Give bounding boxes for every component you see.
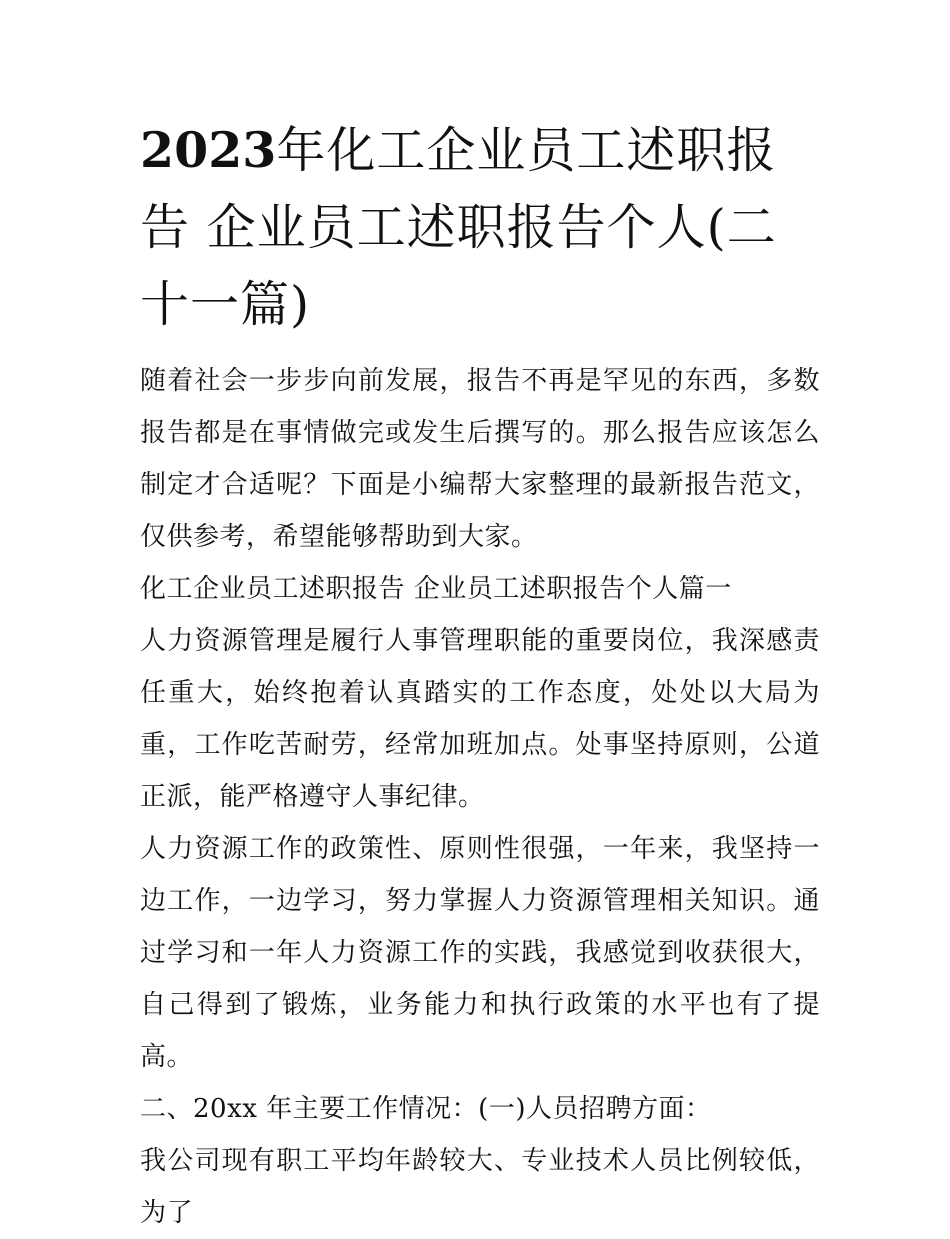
document-page (140, 112, 820, 1239)
body-paragraph: 人力资源工作的政策性、原则性很强，一年来，我坚持一边工作，一边学习，努力掌握人力资源管理相关知识。通过学习和一年人力资源工作的实践，我感觉到收获很大，自己得到了锻炼，业务能力和执行政策的水平也有了提高。 (140, 834, 820, 1072)
subsection-heading: 二、20xx 年主要工作情况：(一)人员招聘方面： (140, 1094, 712, 1124)
body-paragraph: 人力资源管理是履行人事管理职能的重要岗位，我深感责任重大，始终抱着认真踏实的工作态度，处处以大局为重，工作吃苦耐劳，经常加班加点。处事坚持原则，公道正派，能严格遵守人事纪律。 (140, 626, 820, 812)
intro-paragraph: 随着社会一步步向前发展，报告不再是罕见的东西，多数报告都是在事情做完或发生后撰写的。那么报告应该怎么制定才合适呢？下面是小编帮大家整理的最新报告范文，仅供参考，希望能够帮助到大家。 (140, 366, 820, 552)
section-heading: 化工企业员工述职报告 企业员工述职报告个人篇一 (140, 574, 732, 604)
title-text: 年化工企业员工述职报告 企业员工述职报告个人(二十一篇) (140, 122, 777, 333)
body-paragraph: 我公司现有职工平均年龄较大、专业技术人员比例较低，为了 (140, 1146, 820, 1228)
document-title (140, 112, 820, 343)
title-year: 2023 (140, 121, 277, 179)
